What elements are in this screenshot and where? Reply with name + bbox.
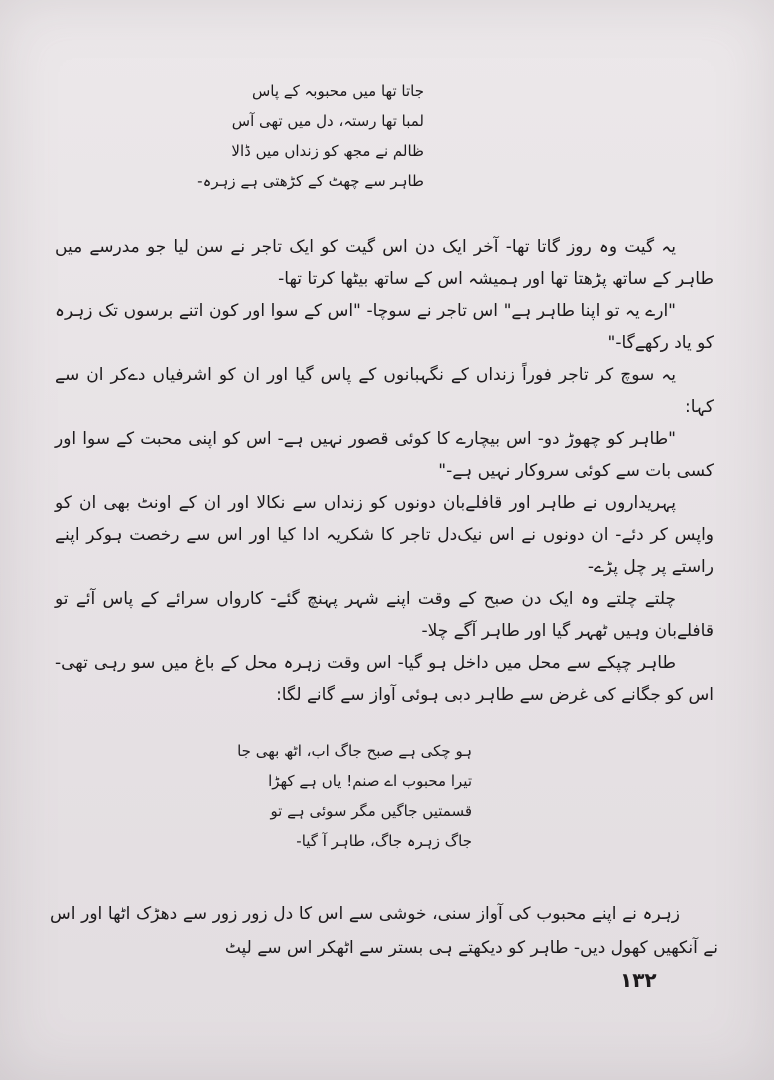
verse-line: قسمتیں جاگیں مگر سوئی ہے تو — [270, 802, 472, 820]
verse-line: طاہر سے چھٹ کے کڑھتی ہے زہرہ- — [197, 172, 424, 190]
verse-top — [0, 76, 774, 196]
verse-line: لمبا تھا رستہ، دل میں تھی آس — [231, 112, 424, 130]
verse-line: ہو چکی ہے صبح جاگ اب، اٹھ بھی جا — [237, 742, 472, 760]
paragraph: یہ سوچ کر تاجر فوراً زنداں کے نگہبانوں کے پاس گیا اور ان کو اشرفیاں دےکر ان سے کہا: — [55, 365, 714, 417]
verse-line: تیرا محبوب اے صنم! یاں ہے کھڑا — [268, 772, 472, 790]
verse-line: جاگ زہرہ جاگ، طاہر آ گیا- — [296, 832, 472, 850]
paragraph: پہریداروں نے طاہر اور قافلےبان دونوں کو زنداں سے نکالا اور ان کے اونٹ بھی ان کو واپس کر دئے- ان دونوں نے اس نیک‌دل تاجر کا شکریہ ادا کیا اور اس سے رخصت ہوکر اپنے راستے پر چل پڑے- — [55, 493, 714, 577]
paragraph: یہ گیت وہ روز گاتا تھا- آخر ایک دن اس گیت کو ایک تاجر نے سن لیا جو مدرسے میں طاہر کے ساتھ پڑھتا تھا اور ہمیشہ اس کے ساتھ بیٹھا کرتا تھا- — [55, 237, 714, 289]
closing-paragraph — [50, 897, 718, 965]
paragraph: طاہر چپکے سے محل میں داخل ہو گیا- اس وقت زہرہ محل کے باغ میں سو رہی تھی- اس کو جگانے کی غرض سے طاہر دبی ہوئی آواز سے گانے لگا: — [55, 653, 714, 705]
paragraph: "ارے یہ تو اپنا طاہر ہے" اس تاجر نے سوچا- "اس کے سوا اور کون اتنے برسوں تک زہرہ کو یاد رکھےگا-" — [55, 301, 714, 353]
verse-line: ظالم نے مجھ کو زنداں میں ڈالا — [231, 142, 424, 160]
paragraph: "طاہر کو چھوڑ دو- اس بیچارے کا کوئی قصور نہیں ہے- اس کو اپنی محبت کے سوا اور کسی بات سے کوئی سروکار نہیں ہے-" — [55, 429, 714, 481]
verse-bottom — [0, 736, 774, 856]
prose-body — [55, 231, 714, 711]
paragraph: زہرہ نے اپنے محبوب کی آواز سنی، خوشی سے اس کا دل زور زور سے دھڑک اٹھا اور اس نے آنکھیں کھول دیں- طاہر کو دیکھتے ہی بستر سے اٹھکر اس سے لپٹ — [50, 904, 718, 958]
paragraph: چلتے چلتے وہ ایک دن صبح کے وقت اپنے شہر پہنچ گئے- کارواں سرائے کے پاس آئے تو قافلےبان وہیں ٹھہر گیا اور طاہر آگے چلا- — [55, 589, 714, 641]
page-number: ۱۳۲ — [620, 968, 657, 992]
verse-line: جاتا تھا میں محبوبہ کے پاس — [251, 82, 424, 100]
